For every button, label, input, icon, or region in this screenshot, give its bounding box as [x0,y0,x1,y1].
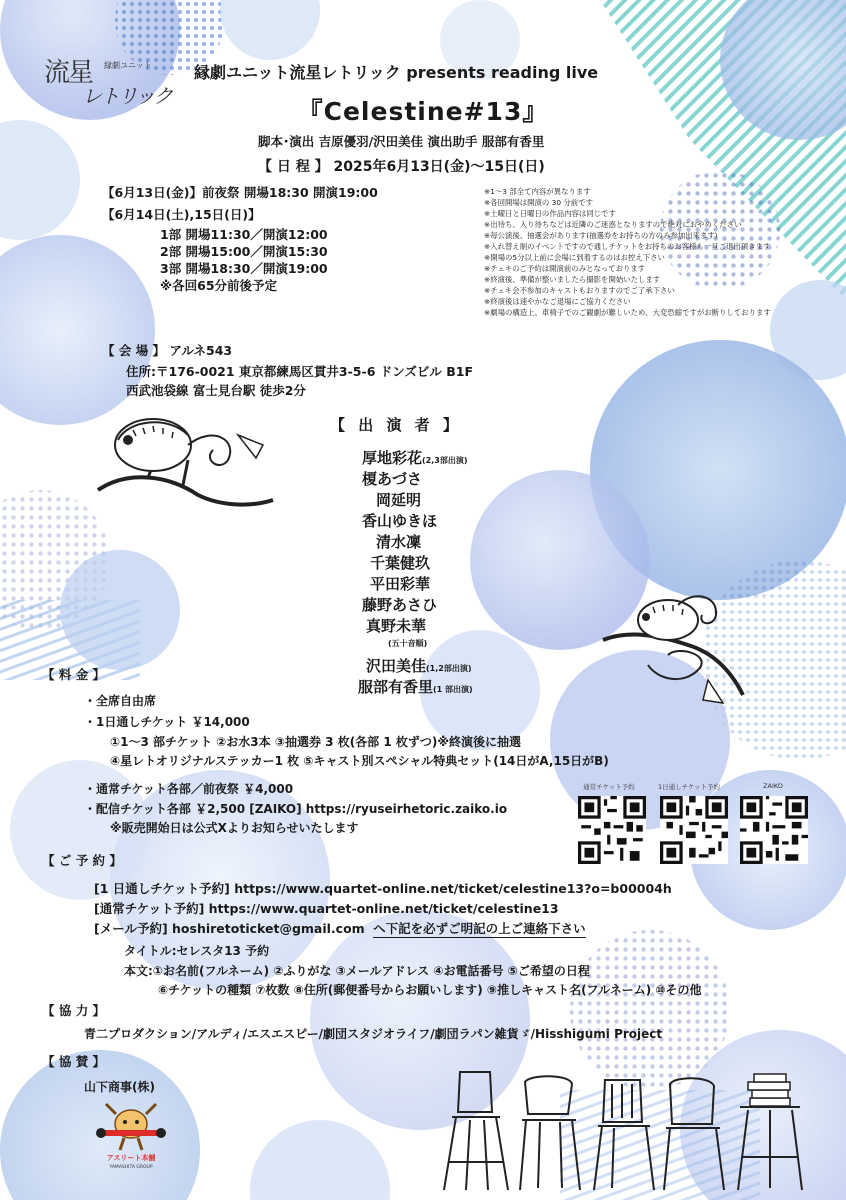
schedule-day2: 【6月14日(土),15日(日)】 [102,207,261,222]
staff-credits: 脚本･演出 吉原優羽/沢田美佳 演出助手 服部有香里 [258,134,545,149]
guest-cast-member [358,676,473,697]
qr-label-zaiko: ZAIKO [763,782,783,790]
regular-reservation-link[interactable]: [通常チケット予約] https://www.quartet-online.net/ticket/celestine13 [94,901,559,916]
cast-member [362,468,422,489]
qr-code-pass-ticket[interactable] [660,796,728,864]
schedule-part-1: 1部 開場11:30／開演12:00 [160,227,328,242]
reservation-heading: 【 ご 予 約 】 [42,853,122,868]
cast-name: 服部有香里 [358,678,434,696]
note-line: ※チェキのご予約は開演前のみとなっております [484,264,646,273]
schedule-part-3: 3部 開場18:30／開演19:00 [160,261,328,276]
mail-body-line1: 本文:①お名前(フルネーム) ②ふりがな ③メールアドレス ④お電話番号 ⑤ご希望の日程 [124,964,590,978]
logo-text-main: 流星 [44,58,93,88]
cast-note: (1 部出演) [433,685,473,694]
qr-code-zaiko[interactable] [740,796,808,864]
note-line: ※開場の5分以上前に会場に到着するのはお控え下さい [484,253,665,262]
mail-reservation-note: へ下記を必ずご明記の上ご連絡下さい [373,921,586,936]
note-line: ※終演後は速やかなご退場にご協力ください [484,297,631,306]
logo-text-sub: 縁劇ユニット [104,61,152,70]
cooperation-list: 青二プロダクション/アルディ/エスエスピー/劇団スタジオライフ/劇団ラパン雑貨ゞ/Hisshigumi Project [84,1027,663,1041]
note-line: ※チェキ会不参加のキャストもおりますのでご了承下さい [484,286,675,295]
qr-code-regular-ticket[interactable] [578,796,646,864]
venue-address: 住所:〒176-0021 東京都練馬区貫井3-5-6 ドンズビル B1F [126,364,473,379]
logo-text-rhetoric: レトリック [82,84,172,108]
cast-name: 香山ゆきほ [362,512,438,530]
cast-member [370,573,430,594]
note-line: ※各回開場は開演の 30 分前です [484,198,593,207]
cast-name: 榎あづさ [362,470,423,488]
free-seating: ・全席自由席 [84,694,157,708]
cast-name: 沢田美佳 [366,657,427,675]
qr-label-pass: 1日通しチケット予約 [657,783,721,791]
pricing-heading: 【 料 金 】 [42,667,106,682]
mail-subject: タイトル:セレスタ13 予約 [124,944,270,958]
cast-name: 真野未華 [366,617,427,635]
chameleon-illustration-left [88,400,278,520]
cast-note: (2,3部出演) [422,456,468,465]
mail-reservation-address[interactable]: [メール予約] hoshiretoticket@gmail.com [94,921,365,936]
qr-label-regular: 通常チケット予約 [583,783,635,791]
cast-member [362,510,437,531]
cast-heading: 【 出 演 者 】 [330,416,462,434]
sponsor-badge-text: アスリート本舗 [106,1154,156,1162]
venue-access: 西武池袋線 富士見台駅 徒歩2分 [126,383,306,398]
cast-note: (1,2部出演) [426,664,472,673]
note-line: ※終演後、準備が整いましたら撮影を開始いたします [484,275,661,284]
sponsor-badge-subtext: YAMASHITA GROUP [109,1165,153,1170]
schedule-part-2: 2部 開場15:00／開演15:30 [160,244,328,259]
note-line: ※出待ち、入り待ちなどは近隣のご迷惑となりますので絶対におやめください [484,220,742,229]
streaming-price: ・配信チケット各部 ￥2,500 [ZAIKO] https://ryuseirhetoric.zaiko.io [84,802,508,816]
cast-order-note: (五十音順) [388,639,428,648]
cast-member [366,615,426,636]
event-title: 『Celestine#13』 [297,97,549,126]
venue-heading: 【 会 場 】 アルネ543 [102,343,233,358]
cast-member [362,594,437,615]
mail-reservation [94,919,586,937]
sponsor-mascot-logo [96,1100,166,1170]
note-line: ※毎公演後、抽選会があります(抽選券をお持ちの方のみ参加出来ます) [484,231,718,240]
presents-line: 縁劇ユニット流星レトリック presents reading live [194,63,599,82]
guest-cast-member [366,655,472,676]
cast-name: 厚地彩花 [362,449,423,467]
pass-price: ・1日通しチケット ￥14,000 [84,715,250,729]
cast-member [376,489,421,510]
note-line: ※土曜日と日曜日の作品内容は同じです [484,209,616,218]
schedule-day1: 【6月13日(金)】前夜祭 開場18:30 開演19:00 [102,185,378,200]
schedule-duration: ※各回65分前後予定 [160,278,278,293]
pass-benefits-2: ④星レトオリジナルステッカー1 枚 ⑤キャスト別スペシャル特典セット(14日がA,15日がB) [110,754,609,768]
pass-benefits-1: ①1～3 部チケット ②お水3本 ③抽選券 3 枚(各部 1 枚ずつ)※終演後に抽選 [110,735,522,749]
chairs-illustration [430,1062,810,1192]
cast-name: 藤野あさひ [362,596,438,614]
event-dates: 【 日 程 】 2025年6月13日(金)～15日(日) [258,159,545,175]
pass-reservation-link[interactable]: [1 日通しチケット予約] https://www.quartet-online.net/ticket/celestine13?o=b00004h [94,881,672,896]
note-line: ※劇場の構造上、車椅子でのご観劇が難しいため、大変恐縮ですがお断りしております [484,308,771,317]
cast-name: 清水凜 [376,533,422,551]
cast-name: 千葉健玖 [370,554,431,572]
cast-member [370,552,430,573]
cast-name: 平田彩華 [370,575,431,593]
chameleon-illustration-right [598,585,748,710]
sponsor-name: 山下商事(株) [84,1080,155,1094]
mail-body-line2: ⑥チケットの種類 ⑦枚数 ⑧住所(郵便番号からお願いします) ⑨推しキャスト名(フルネーム) ⑩その他 [158,983,702,997]
cast-member [362,447,468,468]
cast-member [376,531,421,552]
note-line: ※1～3 部全て内容が異なります [484,187,591,196]
regular-price: ・通常チケット各部／前夜祭 ￥4,000 [84,782,294,796]
cast-name: 岡延明 [376,491,422,509]
cooperation-heading: 【 協 力 】 [42,1003,106,1018]
note-line: ※入れ替え制のイベントですので通しチケットをお持ちのお客様も一旦ご退出頂きます [484,242,771,251]
sales-start-note: ※販売開始日は公式Xよりお知らせいたします [110,821,359,835]
sponsor-heading: 【 協 賛 】 [42,1054,106,1069]
